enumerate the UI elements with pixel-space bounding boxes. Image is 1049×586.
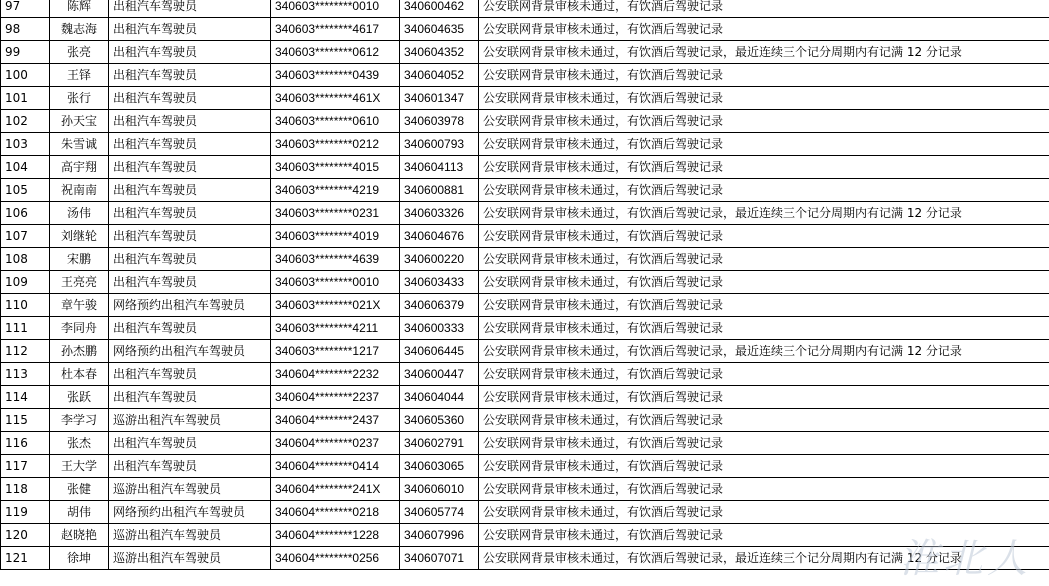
revocation-reason-cell: 公安联网背景审核未通过，有饮酒后驾驶记录: [479, 478, 1049, 501]
certificate-number-cell: 340606379: [400, 294, 479, 317]
revocation-reason-cell: 公安联网背景审核未通过，有饮酒后驾驶记录: [479, 455, 1049, 478]
certificate-number-cell: 340604113: [400, 156, 479, 179]
certificate-number-cell: 340606445: [400, 340, 479, 363]
table-row: [1, 501, 1049, 524]
revocation-reason-cell: 公安联网背景审核未通过，有饮酒后驾驶记录: [479, 363, 1049, 386]
driver-name-cell: 刘继轮: [50, 225, 109, 248]
driver-name-cell: 李同舟: [50, 317, 109, 340]
driver-type-cell: 巡游出租汽车驾驶员: [109, 478, 271, 501]
row-number-cell: 120: [1, 524, 50, 547]
certificate-number-cell: 340607996: [400, 524, 479, 547]
revocation-reason-cell: 公安联网背景审核未通过，有饮酒后驾驶记录: [479, 18, 1049, 41]
certificate-number-cell: 340600333: [400, 317, 479, 340]
id-number-cell: 340604********2437: [271, 409, 400, 432]
driver-name-cell: 章午骏: [50, 294, 109, 317]
driver-name-cell: 魏志海: [50, 18, 109, 41]
revocation-reason-cell: 公安联网背景审核未通过，有饮酒后驾驶记录: [479, 524, 1049, 547]
row-number-cell: 119: [1, 501, 50, 524]
table-row: [1, 0, 1049, 18]
certificate-number-cell: 340603326: [400, 202, 479, 225]
driver-type-cell: 出租汽车驾驶员: [109, 133, 271, 156]
revocation-reason-cell: 公安联网背景审核未通过，有饮酒后驾驶记录: [479, 294, 1049, 317]
table-row: [1, 363, 1049, 386]
driver-type-cell: 出租汽车驾驶员: [109, 271, 271, 294]
revocation-reason-cell: 公安联网背景审核未通过，有饮酒后驾驶记录: [479, 64, 1049, 87]
id-number-cell: 340603********461X: [271, 87, 400, 110]
table-row: [1, 547, 1049, 570]
row-number-cell: 113: [1, 363, 50, 386]
id-number-cell: 340603********4015: [271, 156, 400, 179]
table-row: [1, 179, 1049, 202]
table-row: [1, 110, 1049, 133]
driver-name-cell: 张行: [50, 87, 109, 110]
id-number-cell: 340603********0010: [271, 0, 400, 18]
id-number-cell: 340603********4211: [271, 317, 400, 340]
row-number-cell: 103: [1, 133, 50, 156]
table-row: [1, 87, 1049, 110]
row-number-cell: 118: [1, 478, 50, 501]
revocation-reason-cell: 公安联网背景审核未通过，有饮酒后驾驶记录: [479, 248, 1049, 271]
table-row: [1, 409, 1049, 432]
table-row: [1, 18, 1049, 41]
driver-name-cell: 王亮亮: [50, 271, 109, 294]
certificate-number-cell: 340601347: [400, 87, 479, 110]
certificate-number-cell: 340603065: [400, 455, 479, 478]
revocation-reason-cell: 公安联网背景审核未通过，有饮酒后驾驶记录，最近连续三个记分周期内有记满 12 分记录: [479, 202, 1049, 225]
revocation-reason-cell: 公安联网背景审核未通过，有饮酒后驾驶记录: [479, 133, 1049, 156]
certificate-number-cell: 340600881: [400, 179, 479, 202]
id-number-cell: 340603********0610: [271, 110, 400, 133]
row-number-cell: 98: [1, 18, 50, 41]
id-number-cell: 340603********4617: [271, 18, 400, 41]
certificate-number-cell: 340604676: [400, 225, 479, 248]
table-row: [1, 225, 1049, 248]
driver-name-cell: 徐坤: [50, 547, 109, 570]
driver-name-cell: 张杰: [50, 432, 109, 455]
driver-type-cell: 出租汽车驾驶员: [109, 18, 271, 41]
table-row: [1, 202, 1049, 225]
row-number-cell: 116: [1, 432, 50, 455]
certificate-number-cell: 340600220: [400, 248, 479, 271]
certificate-number-cell: 340604044: [400, 386, 479, 409]
certificate-number-cell: 340603433: [400, 271, 479, 294]
driver-type-cell: 巡游出租汽车驾驶员: [109, 547, 271, 570]
id-number-cell: 340604********0414: [271, 455, 400, 478]
row-number-cell: 115: [1, 409, 50, 432]
table-row: [1, 271, 1049, 294]
driver-name-cell: 孙天宝: [50, 110, 109, 133]
driver-name-cell: 高宇翔: [50, 156, 109, 179]
watermark-logo: 淮北人: [899, 536, 1031, 582]
driver-type-cell: 出租汽车驾驶员: [109, 455, 271, 478]
id-number-cell: 340604********0237: [271, 432, 400, 455]
table-row: [1, 524, 1049, 547]
id-number-cell: 340603********4639: [271, 248, 400, 271]
revocation-reason-cell: 公安联网背景审核未通过，有饮酒后驾驶记录: [479, 432, 1049, 455]
revocation-reason-cell: 公安联网背景审核未通过，有饮酒后驾驶记录: [479, 271, 1049, 294]
driver-type-cell: 网络预约出租汽车驾驶员: [109, 501, 271, 524]
certificate-number-cell: 340605774: [400, 501, 479, 524]
revocation-reason-cell: 公安联网背景审核未通过，有饮酒后驾驶记录，最近连续三个记分周期内有记满 12 分记录: [479, 547, 1049, 570]
driver-type-cell: 网络预约出租汽车驾驶员: [109, 294, 271, 317]
revocation-reason-cell: 公安联网背景审核未通过，有饮酒后驾驶记录: [479, 225, 1049, 248]
revocation-reason-cell: 公安联网背景审核未通过，有饮酒后驾驶记录: [479, 317, 1049, 340]
row-number-cell: 101: [1, 87, 50, 110]
driver-name-cell: 张跃: [50, 386, 109, 409]
driver-type-cell: 出租汽车驾驶员: [109, 386, 271, 409]
revocation-reason-cell: 公安联网背景审核未通过，有饮酒后驾驶记录: [479, 501, 1049, 524]
id-number-cell: 340604********241X: [271, 478, 400, 501]
row-number-cell: 108: [1, 248, 50, 271]
row-number-cell: 100: [1, 64, 50, 87]
id-number-cell: 340603********0231: [271, 202, 400, 225]
row-number-cell: 110: [1, 294, 50, 317]
table-row: [1, 41, 1049, 64]
driver-name-cell: 李学习: [50, 409, 109, 432]
revocation-reason-cell: 公安联网背景审核未通过，有饮酒后驾驶记录，最近连续三个记分周期内有记满 12 分记录: [479, 340, 1049, 363]
certificate-number-cell: 340604635: [400, 18, 479, 41]
id-number-cell: 340603********0612: [271, 41, 400, 64]
row-number-cell: 117: [1, 455, 50, 478]
id-number-cell: 340604********0256: [271, 547, 400, 570]
driver-type-cell: 出租汽车驾驶员: [109, 248, 271, 271]
table-row: [1, 64, 1049, 87]
certificate-number-cell: 340607071: [400, 547, 479, 570]
table-row: [1, 386, 1049, 409]
revocation-reason-cell: 公安联网背景审核未通过，有饮酒后驾驶记录: [479, 156, 1049, 179]
driver-name-cell: 赵晓艳: [50, 524, 109, 547]
table-row: [1, 248, 1049, 271]
certificate-number-cell: 340606010: [400, 478, 479, 501]
driver-type-cell: 网络预约出租汽车驾驶员: [109, 340, 271, 363]
driver-name-cell: 孙杰鹏: [50, 340, 109, 363]
row-number-cell: 111: [1, 317, 50, 340]
row-number-cell: 106: [1, 202, 50, 225]
id-number-cell: 340603********0212: [271, 133, 400, 156]
row-number-cell: 109: [1, 271, 50, 294]
certificate-number-cell: 340603978: [400, 110, 479, 133]
driver-type-cell: 出租汽车驾驶员: [109, 202, 271, 225]
certificate-number-cell: 340605360: [400, 409, 479, 432]
driver-type-cell: 出租汽车驾驶员: [109, 363, 271, 386]
driver-type-cell: 出租汽车驾驶员: [109, 41, 271, 64]
revocation-reason-cell: 公安联网背景审核未通过，有饮酒后驾驶记录: [479, 179, 1049, 202]
row-number-cell: 107: [1, 225, 50, 248]
driver-name-cell: 张健: [50, 478, 109, 501]
driver-type-cell: 出租汽车驾驶员: [109, 432, 271, 455]
records-table-body: [1, 0, 1049, 570]
table-row: [1, 156, 1049, 179]
id-number-cell: 340604********0218: [271, 501, 400, 524]
certificate-number-cell: 340600447: [400, 363, 479, 386]
row-number-cell: 121: [1, 547, 50, 570]
revocation-reason-cell: 公安联网背景审核未通过，有饮酒后驾驶记录: [479, 0, 1049, 18]
table-row: [1, 455, 1049, 478]
id-number-cell: 340603********021X: [271, 294, 400, 317]
id-number-cell: 340604********2232: [271, 363, 400, 386]
table-row: [1, 432, 1049, 455]
id-number-cell: 340603********0439: [271, 64, 400, 87]
driver-type-cell: 出租汽车驾驶员: [109, 110, 271, 133]
id-number-cell: 340604********2237: [271, 386, 400, 409]
table-row: [1, 317, 1049, 340]
row-number-cell: 114: [1, 386, 50, 409]
row-number-cell: 102: [1, 110, 50, 133]
certificate-number-cell: 340604052: [400, 64, 479, 87]
driver-name-cell: 宋鹏: [50, 248, 109, 271]
table-row: [1, 340, 1049, 363]
row-number-cell: 112: [1, 340, 50, 363]
driver-name-cell: 杜本春: [50, 363, 109, 386]
id-number-cell: 340604********1228: [271, 524, 400, 547]
driver-name-cell: 朱雪诚: [50, 133, 109, 156]
id-number-cell: 340603********4219: [271, 179, 400, 202]
driver-type-cell: 出租汽车驾驶员: [109, 225, 271, 248]
driver-type-cell: 出租汽车驾驶员: [109, 179, 271, 202]
driver-type-cell: 出租汽车驾驶员: [109, 0, 271, 18]
revocation-reason-cell: 公安联网背景审核未通过，有饮酒后驾驶记录: [479, 110, 1049, 133]
driver-name-cell: 陈辉: [50, 0, 109, 18]
driver-name-cell: 张亮: [50, 41, 109, 64]
table-row: [1, 478, 1049, 501]
revocation-reason-cell: 公安联网背景审核未通过，有饮酒后驾驶记录: [479, 386, 1049, 409]
certificate-number-cell: 340600793: [400, 133, 479, 156]
revocation-reason-cell: 公安联网背景审核未通过，有饮酒后驾驶记录: [479, 409, 1049, 432]
driver-type-cell: 出租汽车驾驶员: [109, 64, 271, 87]
id-number-cell: 340603********1217: [271, 340, 400, 363]
driver-name-cell: 胡伟: [50, 501, 109, 524]
revocation-reason-cell: 公安联网背景审核未通过，有饮酒后驾驶记录: [479, 87, 1049, 110]
certificate-number-cell: 340600462: [400, 0, 479, 18]
table-row: [1, 294, 1049, 317]
driver-type-cell: 出租汽车驾驶员: [109, 317, 271, 340]
id-number-cell: 340603********4019: [271, 225, 400, 248]
table-row: [1, 133, 1049, 156]
revocation-reason-cell: 公安联网背景审核未通过，有饮酒后驾驶记录，最近连续三个记分周期内有记满 12 分记录: [479, 41, 1049, 64]
driver-type-cell: 巡游出租汽车驾驶员: [109, 524, 271, 547]
driver-type-cell: 巡游出租汽车驾驶员: [109, 409, 271, 432]
row-number-cell: 97: [1, 0, 50, 18]
driver-type-cell: 出租汽车驾驶员: [109, 156, 271, 179]
driver-name-cell: 王铎: [50, 64, 109, 87]
driver-name-cell: 祝南南: [50, 179, 109, 202]
id-number-cell: 340603********0010: [271, 271, 400, 294]
driver-name-cell: 王大学: [50, 455, 109, 478]
row-number-cell: 105: [1, 179, 50, 202]
driver-name-cell: 汤伟: [50, 202, 109, 225]
certificate-number-cell: 340602791: [400, 432, 479, 455]
row-number-cell: 104: [1, 156, 50, 179]
driver-type-cell: 出租汽车驾驶员: [109, 87, 271, 110]
certificate-number-cell: 340604352: [400, 41, 479, 64]
row-number-cell: 99: [1, 41, 50, 64]
